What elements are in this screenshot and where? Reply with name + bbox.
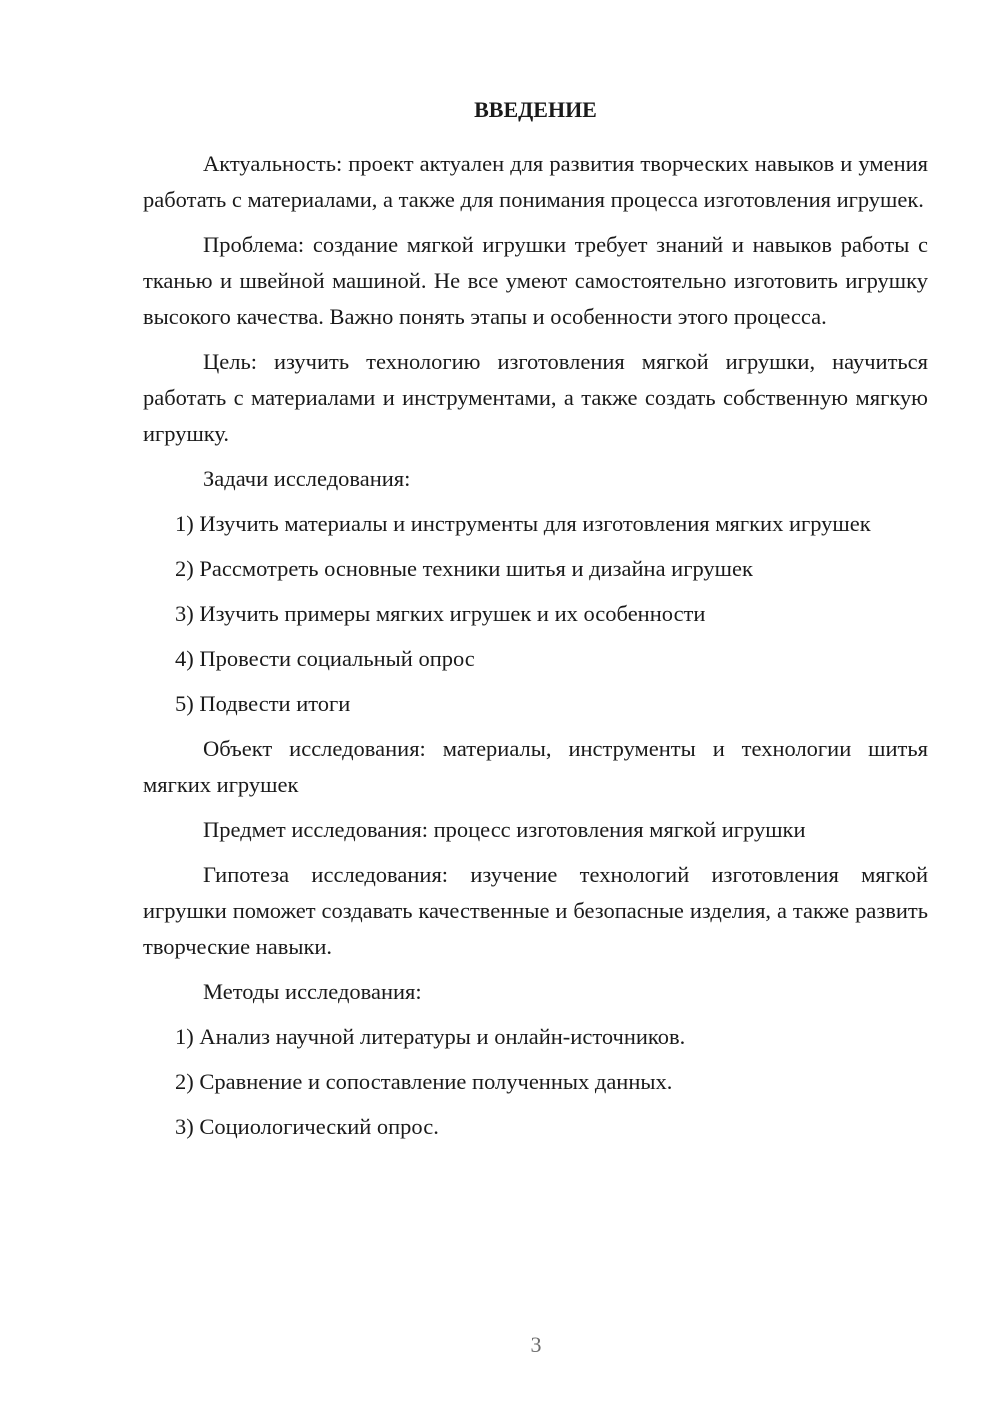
tasks-heading: Задачи исследования:	[203, 466, 411, 491]
document-page	[143, 92, 928, 1154]
paragraph-hypothesis: Гипотеза исследования: изучение технологий изготовления мягкой игрушки поможет создавать качественные и безопасные изделия, а также развить творческие навыки.	[143, 862, 928, 959]
paragraph-problem: Проблема: создание мягкой игрушки требует знаний и навыков работы с тканью и швейной машиной. Не все умеют самостоятельно изготовить игрушку высокого качества. Важно понять этапы и особенности этого процесса.	[143, 232, 928, 329]
task-item-1: 1) Изучить материалы и инструменты для изготовления мягких игрушек	[175, 511, 871, 536]
paragraph-relevance: Актуальность: проект актуален для развития творческих навыков и умения работать с материалами, а также для понимания процесса изготовления игрушек.	[143, 151, 928, 212]
task-item-4: 4) Провести социальный опрос	[175, 646, 475, 671]
page-number: 3	[530, 1332, 542, 1357]
section-title: ВВЕДЕНИЕ	[474, 97, 597, 122]
task-item-2: 2) Рассмотреть основные техники шитья и дизайна игрушек	[175, 556, 753, 581]
methods-heading: Методы исследования:	[203, 979, 422, 1004]
paragraph-goal: Цель: изучить технологию изготовления мягкой игрушки, научиться работать с материалами и инструментами, а также создать собственную мягкую игрушку.	[143, 349, 928, 446]
method-item-2: 2) Сравнение и сопоставление полученных данных.	[175, 1069, 673, 1094]
paragraph-object: Объект исследования: материалы, инструменты и технологии шитья мягких игрушек	[143, 736, 928, 797]
method-item-1: 1) Анализ научной литературы и онлайн-источников.	[175, 1024, 686, 1049]
task-item-3: 3) Изучить примеры мягких игрушек и их особенности	[175, 601, 706, 626]
method-item-3: 3) Социологический опрос.	[175, 1114, 439, 1139]
task-item-5: 5) Подвести итоги	[175, 691, 351, 716]
paragraph-subject: Предмет исследования: процесс изготовления мягкой игрушки	[203, 817, 806, 842]
